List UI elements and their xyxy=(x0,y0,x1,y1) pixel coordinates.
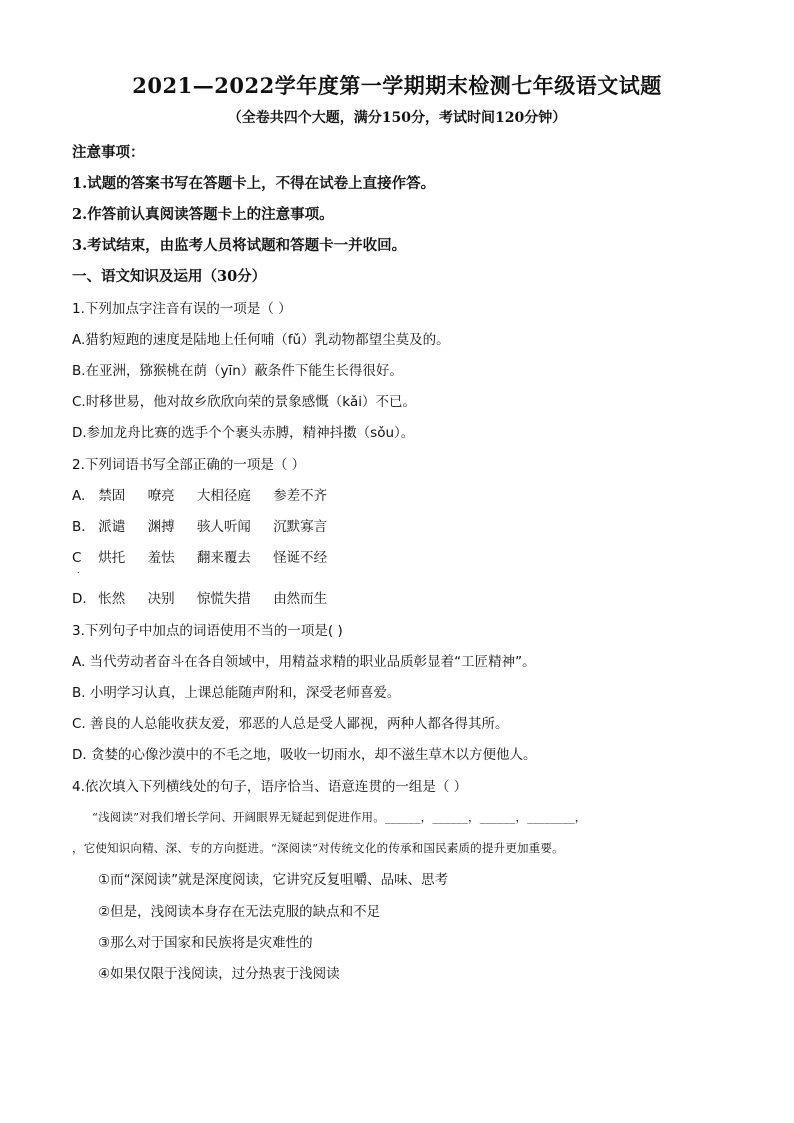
question-3-option-d: D. 贪婪的心像沙漠中的不毛之地，吸收一切雨水，却不滋生草木以方便他人。 xyxy=(72,747,537,763)
question-4-choice-4: ④如果仅限于浅阅读，过分热衷于浅阅读 xyxy=(98,966,340,982)
question-4-choice-2: ②但是，浅阅读本身存在无法克服的缺点和不足 xyxy=(98,904,381,920)
question-2-option-c xyxy=(72,546,345,566)
option-word: 渊搏 xyxy=(147,519,175,535)
option-word: 沉默寡言 xyxy=(273,519,328,535)
option-key: C xyxy=(72,550,82,566)
question-4-stem: 4.依次填入下列横线处的句子，语序恰当、语意连贯的一组是（ ） xyxy=(72,779,468,795)
question-4-passage-line-1: “浅阅读”对我们增长学问、开阔眼界无疑起到促进作用。______，______，______，________， xyxy=(92,810,587,824)
option-word: 参差不齐 xyxy=(273,488,328,504)
question-2-stem: 2.下列词语书写全部正确的一项是（ ） xyxy=(72,457,306,473)
option-word: 惊慌失措 xyxy=(196,591,251,607)
option-word: 嘹亮 xyxy=(147,488,175,504)
option-word: 派谴 xyxy=(98,519,126,535)
option-word: 羞怯 xyxy=(147,550,175,566)
option-word: 翻来覆去 xyxy=(196,550,251,566)
notice-item-3: 3.考试结束，由监考人员将试题和答题卡一并收回。 xyxy=(72,237,407,254)
notice-item-2: 2.作答前认真阅读答题卡上的注意事项。 xyxy=(72,206,334,223)
question-2-option-b xyxy=(72,515,345,535)
option-key: D. xyxy=(72,591,87,607)
option-word: 决别 xyxy=(147,591,175,607)
option-word: 烘托 xyxy=(98,550,126,566)
question-3-option-c: C. 善良的人总能收获友爱，邪恶的人总是受人鄙视，两种人都各得其所。 xyxy=(72,716,509,732)
option-word: 大相径庭 xyxy=(196,488,251,504)
option-word: 骇人听闻 xyxy=(196,519,251,535)
option-word: 怪诞不经 xyxy=(273,550,328,566)
question-3-option-a: A. 当代劳动者奋斗在各自领域中，用精益求精的职业品质彰显着“工匠精神”。 xyxy=(72,654,536,670)
question-1-option-b: B.在亚洲，猕猴桃在荫（yīn）蔽条件下能生长得很好。 xyxy=(72,363,403,379)
question-1-option-a: A.猎豹短跑的速度是陆地上任何哺（fǔ）乳动物都望尘莫及的。 xyxy=(72,332,450,348)
option-word: 怅然 xyxy=(98,591,126,607)
question-1-stem: 1.下列加点字注音有误的一项是（ ） xyxy=(72,301,292,317)
option-key: B. xyxy=(72,519,86,535)
question-1-option-c: C.时移世易，他对故乡欣欣向荣的景象感慨（kǎi）不已。 xyxy=(72,394,417,410)
question-3-stem: 3.下列句子中加点的词语使用不当的一项是( ) xyxy=(72,623,343,639)
question-4-passage-line-2: ，它使知识向精、深、专的方向挺进。“深阅读”对传统文化的传承和国民素质的提升更加重要。 xyxy=(72,841,564,855)
exam-subtitle: （全卷共四个大题，满分150分，考试时间120分钟） xyxy=(227,110,567,126)
option-word: 由然而生 xyxy=(273,591,328,607)
notice-item-1: 1.试题的答案书写在答题卡上，不得在试卷上直接作答。 xyxy=(72,175,436,192)
question-2-option-d xyxy=(72,587,345,607)
stray-dot-mark: . xyxy=(77,566,80,575)
notice-heading: 注意事项： xyxy=(72,144,145,161)
option-key: A. xyxy=(72,488,86,504)
section-heading: 一、语文知识及运用（30分） xyxy=(72,268,267,285)
question-4-choice-1: ①而“深阅读”就是深度阅读，它讲究反复咀嚼、品味、思考 xyxy=(98,872,449,888)
question-2-option-a xyxy=(72,484,345,504)
question-4-choice-3: ③那么对于国家和民族将是灾难性的 xyxy=(98,935,313,951)
option-word: 禁固 xyxy=(98,488,126,504)
question-1-option-d: D.参加龙舟比赛的选手个个裹头赤膊，精神抖擞（sǒu）。 xyxy=(72,425,415,441)
question-3-option-b: B. 小明学习认真，上课总能随声附和，深受老师喜爱。 xyxy=(72,685,401,701)
exam-title: 2021—2022学年度第一学期期末检测七年级语文试题 xyxy=(132,73,662,98)
